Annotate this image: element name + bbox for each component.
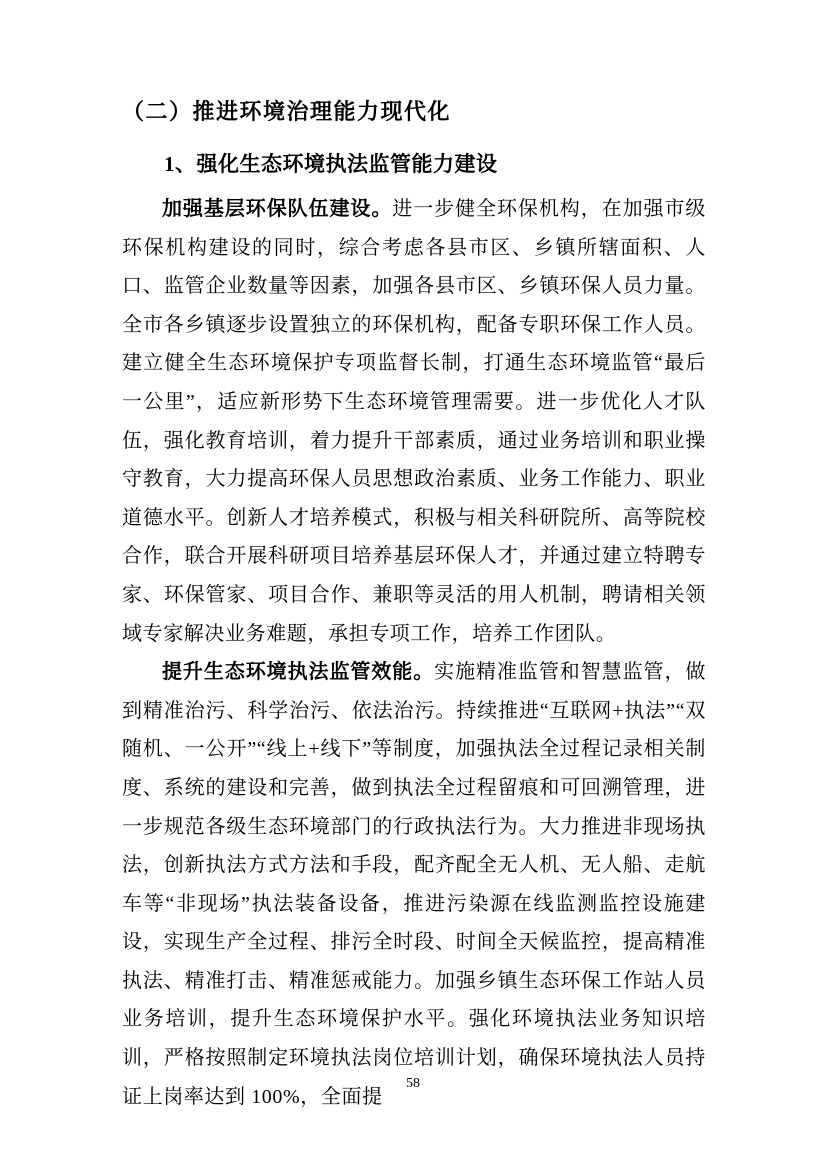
page-number: 58 <box>406 1076 420 1091</box>
paragraph-1 <box>122 190 706 653</box>
paragraph-1-lead: 加强基层环保队伍建设。 <box>162 198 393 220</box>
paragraph-1-body: 进一步健全环保机构，在加强市级环保机构建设的同时，综合考虑各县市区、乡镇所辖面积、人口、监管企业数量等因素，加强各县市区、乡镇环保人员力量。全市各乡镇逐步设置独立的环保机构，配备专职环保工作人员。建立健全生态环境保护专项监督长制，打通生态环境监管“最后一公里”，适应新形势下生态环境管理需要。进一步优化人才队伍，强化教育培训，着力提升干部素质，通过业务培训和职业操守教育，大力提高环保人员思想政治素质、业务工作能力、职业道德水平。创新人才培养模式，积极与相关科研院所、高等院校合作，联合开展科研项目培养基层环保人才，并通过建立特聘专家、环保管家、项目合作、兼职等灵活的用人机制，聘请相关领域专家解决业务难题，承担专项工作，培养工作团队。 <box>122 198 706 645</box>
page-content <box>122 92 706 1116</box>
paragraph-2 <box>122 653 706 1116</box>
paragraph-2-lead: 提升生态环境执法监管效能。 <box>162 661 435 684</box>
section-heading: （二）推进环境治理能力现代化 <box>122 99 452 124</box>
sub-heading: 1、强化生态环境执法监管能力建设 <box>164 152 498 176</box>
paragraph-2-body: 实施精准监管和智慧监管，做到精准治污、科学治污、依法治污。持续推进“互联网+执法”“双随机、一公开”“线上+线下”等制度，加强执法全过程记录相关制度、系统的建设和完善，做到执法全过程留痕和可回溯管理，进一步规范各级生态环境部门的行政执法行为。大力推进非现场执法，创新执法方式方法和手段，配齐配全无人机、无人船、走航车等“非现场”执法装备设备，推进污染源在线监测监控设施建设，实现生产全过程、排污全时段、时间全天候监控，提高精准执法、精准打击、精准惩戒能力。加强乡镇生态环保工作站人员业务培训，提升生态环境保护水平。强化环境执法业务知识培训，严格按照制定环境执法岗位培训计划，确保环境执法人员持证上岗率达到 100%，全面提 <box>122 661 706 1108</box>
